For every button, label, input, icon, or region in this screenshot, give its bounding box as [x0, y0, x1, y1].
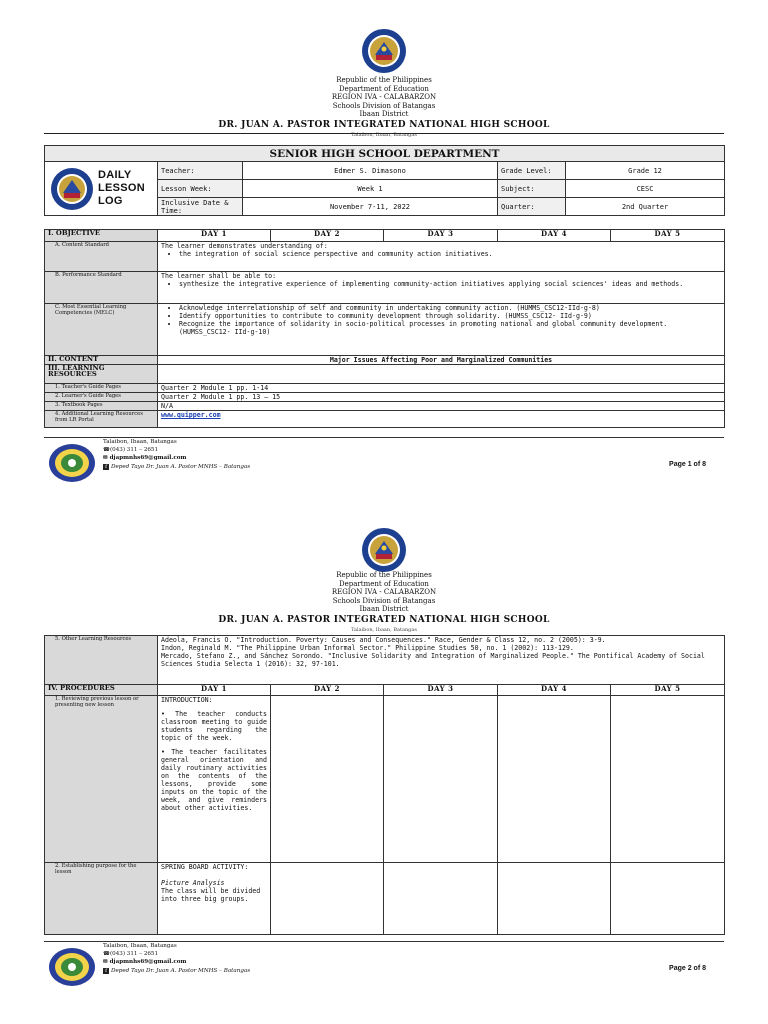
content-value: Major Issues Affecting Poor and Marginalized Communities [158, 356, 725, 365]
phone-icon: ☎ [103, 447, 110, 453]
melc-cell [158, 304, 725, 356]
school-logo-icon [48, 947, 96, 987]
footer-facebook: f Deped Tayo Dr. Juan A. Pastor MNHS – Batangas [103, 968, 250, 976]
facebook-icon: f [103, 464, 109, 470]
review-lesson-label: 1. Reviewing previous lesson or presenting new lesson [45, 696, 158, 863]
week-label: Lesson Week: [158, 180, 243, 198]
daily-lesson-log-title: DAILY LESSON LOG [98, 169, 146, 207]
footer-address: Talaibon, Ibaan, Batangas [103, 943, 177, 949]
content-standard-label: A. Content Standard [45, 242, 158, 272]
day-header: DAY 4 [498, 230, 611, 242]
other-resources-label: 5. Other Learning Resources [45, 636, 158, 685]
textbook-label: 3. Textbook Pages [45, 402, 158, 411]
footer-address: Talaibon, Ibaan, Batangas [103, 439, 177, 445]
grade-value: Grade 12 [566, 162, 725, 180]
deped-seal-icon [361, 527, 407, 573]
page-footer [44, 941, 724, 999]
day-header: DAY 2 [271, 685, 384, 696]
phone-icon: ☎ [103, 951, 110, 957]
footer-email: ✉ djapmnhs69@gmail.com [103, 455, 187, 461]
page-number: Page 2 of 8 [669, 965, 706, 972]
division-line: Schools Division of Batangas [332, 596, 436, 605]
reference-item: Mercado, Stefano Z., and Sánchez Sorondo. "Inclusive Solidarity and Integration of Marginalized People." The Pontifical Academy of Social Sciences Studia Selecta 1 (2016): 32, 97-101. [161, 652, 705, 668]
day-header: DAY 5 [611, 230, 725, 242]
reference-item: Indon, Reginald M. "The Philippine Urban Informal Sector." Philippine Studies 50, no. 1 (2002): 113-129. [161, 644, 574, 652]
learners-guide-label: 2. Learner's Guide Pages [45, 393, 158, 402]
melc-label: C. Most Essential Learning Competencies (MELC) [45, 304, 158, 356]
region-line: REGION IVA - CALABARZON [331, 93, 437, 102]
school-logo-icon [48, 443, 96, 483]
footer-phone: ☎(043) 311 – 2651 [103, 447, 159, 453]
reference-item: Adeola, Francis O. "Introduction. Poverty: Causes and Consequences." Race, Gender & Class 12, no. 2 (2005): 3-9. [161, 636, 606, 644]
footer-email: ✉ djapmnhs69@gmail.com [103, 959, 187, 965]
republic-line: Republic of the Philippines [336, 571, 432, 579]
performance-standard-label: B. Performance Standard [45, 272, 158, 304]
mail-icon: ✉ [103, 959, 110, 965]
deped-seal-icon [361, 28, 407, 74]
day1-spring-board: SPRING BOARD ACTIVITY: Picture Analysis The class will be divided into three big groups. [158, 863, 271, 935]
document-page-1 [0, 0, 768, 505]
footer-phone: ☎(043) 311 – 2651 [103, 951, 159, 957]
department-title: SENIOR HIGH SCHOOL DEPARTMENT [45, 146, 725, 162]
dates-label: Inclusive Date & Time: [158, 198, 243, 216]
district-line: Ibaan District [359, 110, 409, 119]
establishing-purpose-label: 2. Establishing purpose for the lesson [45, 863, 158, 935]
school-name: DR. JUAN A. PASTOR INTEGRATED NATIONAL HIGH SCHOOL [218, 119, 550, 130]
additional-resources-label: 4. Additional Learning Resources from LR Portal [45, 411, 158, 428]
subject-value: CESC [566, 180, 725, 198]
dates-value: November 7-11, 2022 [243, 198, 498, 216]
melc-item: • Acknowledge interrelationship of self and community in undertaking community action. (HUMMS_CSC12-IId-g-8) [179, 304, 721, 312]
learning-resources-label: III. LEARNING RESOURCES [45, 365, 158, 384]
header-divider [44, 133, 724, 134]
department-line: Department of Education [339, 579, 429, 588]
department-line: Department of Education [339, 84, 429, 93]
performance-standard-item: • synthesize the integrative experience of implementing community-action initiatives applying social sciences' ideas and methods. [179, 280, 721, 288]
document-page-2 [0, 510, 768, 1024]
objective-header: I. OBJECTIVE [45, 230, 158, 242]
teachers-guide-value: Quarter 2 Module 1 pp. 1-14 [158, 384, 725, 393]
teacher-label: Teacher: [158, 162, 243, 180]
textbook-value: N/A [158, 402, 725, 411]
mail-icon: ✉ [103, 455, 110, 461]
deped-seal-icon [50, 167, 94, 211]
grade-label: Grade Level: [498, 162, 566, 180]
subject-label: Subject: [498, 180, 566, 198]
region-line: REGION IVA - CALABARZON [331, 588, 437, 597]
day-header: DAY 1 [158, 230, 271, 242]
footer-facebook: f Deped Tayo Dr. Juan A. Pastor MNHS – Batangas [103, 464, 250, 472]
week-value: Week 1 [243, 180, 498, 198]
day-header: DAY 1 [158, 685, 271, 696]
objectives-table [44, 229, 725, 428]
procedures-table [44, 635, 725, 935]
quarter-value: 2nd Quarter [566, 198, 725, 216]
letterhead [0, 76, 768, 139]
dll-logo-cell [45, 162, 158, 216]
school-name: DR. JUAN A. PASTOR INTEGRATED NATIONAL HIGH SCHOOL [218, 614, 550, 625]
district-line: Ibaan District [359, 605, 409, 614]
content-standard-cell: The learner demonstrates understanding of: • the integration of social science perspective and community action initiatives. [158, 242, 725, 272]
letterhead [0, 571, 768, 634]
content-standard-item: • the integration of social science perspective and community action initiatives. [179, 250, 721, 258]
teachers-guide-label: 1. Teacher's Guide Pages [45, 384, 158, 393]
republic-line: Republic of the Philippines [336, 76, 432, 84]
teacher-value: Edmer S. Dimasono [243, 162, 498, 180]
footer-divider [44, 437, 724, 438]
day-header: DAY 4 [498, 685, 611, 696]
page-footer [44, 437, 724, 493]
day-header: DAY 3 [384, 230, 498, 242]
division-line: Schools Division of Batangas [332, 101, 436, 110]
other-resources-cell [158, 636, 725, 685]
learners-guide-value: Quarter 2 Module 1 pp. 13 – 15 [158, 393, 725, 402]
content-label: II. CONTENT [45, 356, 158, 365]
facebook-icon: f [103, 968, 109, 974]
quipper-link[interactable]: www.quipper.com [161, 411, 221, 419]
melc-item: • Identify opportunities to contribute to community development through solidarity. (HUMSS_CSC12- IId-g-9) [179, 312, 721, 320]
day-header: DAY 3 [384, 685, 498, 696]
footer-divider [44, 941, 724, 942]
procedures-header: IV. PROCEDURES [45, 685, 158, 696]
quarter-label: Quarter: [498, 198, 566, 216]
melc-item: • Recognize the importance of solidarity in socio-political processes in promoting national and global community development. (HUMSS_CSC12- IId-g-10) [179, 320, 721, 336]
day1-introduction: INTRODUCTION: • The teacher conducts classroom meeting to guide students regarding the topic of the week. • The teacher facilitates general orientation and daily routinary activities on the contents of the lessons, provide some inputs on the topic of the week, and give reminders about other activities. [158, 696, 271, 863]
school-address: Talaibon, Ibaan, Batangas [351, 131, 417, 138]
day-header: DAY 5 [611, 685, 725, 696]
day-header: DAY 2 [271, 230, 384, 242]
page-number: Page 1 of 8 [669, 461, 706, 468]
performance-standard-cell: The learner shall be able to: • synthesize the integrative experience of implementing community-action initiatives applying social sciences' ideas and methods. [158, 272, 725, 304]
dll-info-table [44, 145, 725, 216]
school-address: Talaibon, Ibaan, Batangas [351, 626, 417, 633]
